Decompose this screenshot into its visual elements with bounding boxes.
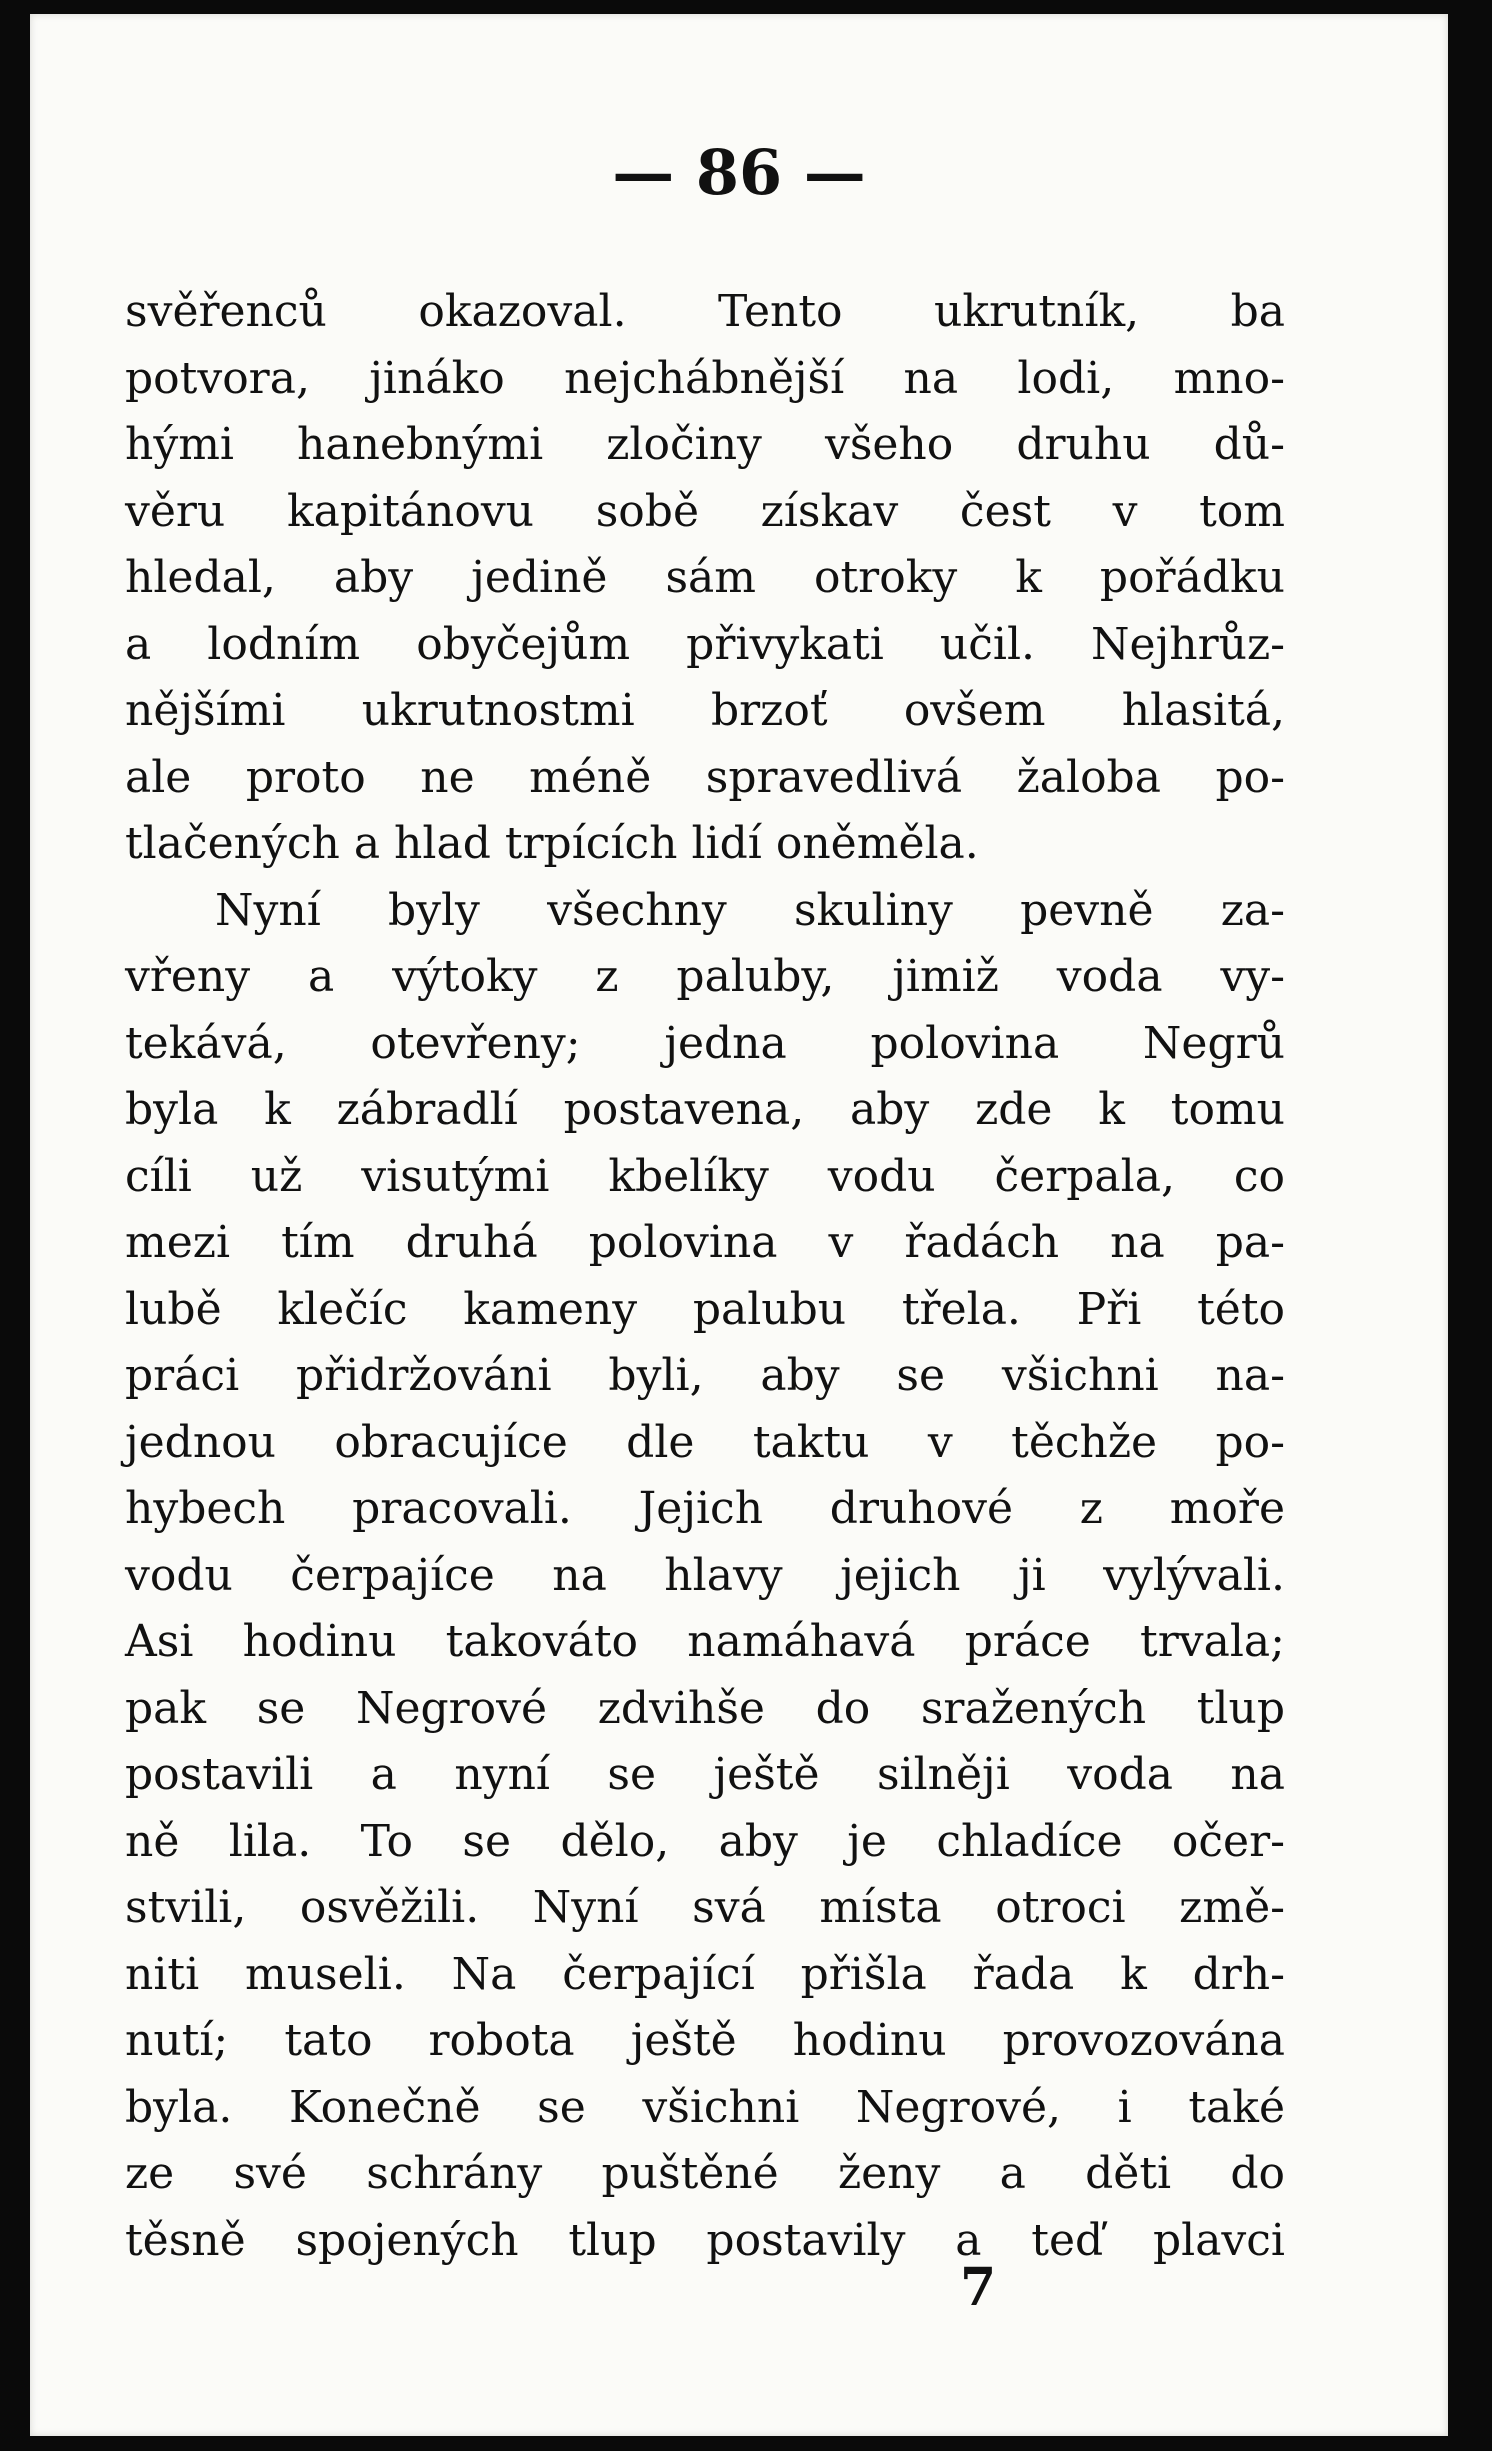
text-line: hledal, aby jedině sám otroky k pořádku (125, 552, 1285, 603)
text-line: vřeny a výtoky z paluby, jimiž voda vy- (125, 951, 1285, 1002)
text-line: věru kapitánovu sobě získav čest v tom (125, 485, 1285, 537)
text-line: cíli už visutými kbelíky vodu čerpala, co (125, 1150, 1285, 1202)
text-line: práci přidržováni byli, aby se všichni na- (125, 1350, 1285, 1401)
text-line: tlačených a hlad trpících lidí oněměla. (125, 818, 979, 869)
text-line: byla k zábradlí postavena, aby zde k tomu (125, 1084, 1285, 1135)
text-line: těsně spojených tlup postavily a teď plavci (125, 2214, 1285, 2266)
book-page (30, 14, 1448, 2436)
text-line: svěřenců okazoval. Tento ukrutník, ba (125, 286, 1285, 337)
text-line: niti museli. Na čerpající přišla řada k drh- (125, 1948, 1285, 2000)
text-line: hými hanebnými zločiny všeho druhu dů- (125, 419, 1285, 470)
text-line: potvora, jináko nejchábnější na lodi, mno- (125, 352, 1285, 404)
scan-dark-edge (0, 0, 30, 2451)
text-line: a lodním obyčejům přivykati učil. Nejhrůz- (125, 618, 1285, 670)
text-line: ale proto ne méně spravedlivá žaloba po- (125, 751, 1285, 803)
text-line: nějšími ukrutnostmi brzoť ovšem hlasitá, (125, 685, 1285, 736)
text-line: nutí; tato robota ještě hodinu provozována (125, 2015, 1285, 2066)
text-line: jednou obracujíce dle taktu v těchže po- (125, 1416, 1285, 1468)
text-line: stvili, osvěžili. Nyní svá místa otroci změ- (125, 1882, 1285, 1933)
text-line: mezi tím druhá polovina v řadách na pa- (125, 1217, 1285, 1268)
signature-mark: 7 (960, 2257, 997, 2318)
text-line: pak se Negrové zdvihše do sražených tlup (125, 1682, 1285, 1734)
text-line: vodu čerpajíce na hlavy jejich ji vylývali. (125, 1549, 1285, 1601)
text-line: hybech pracovali. Jejich druhové z moře (125, 1483, 1285, 1534)
page-number: — 86 — (612, 136, 866, 209)
text-line: ně lila. To se dělo, aby je chladíce očer- (125, 1815, 1285, 1867)
text-line: Asi hodinu takováto namáhavá práce trvala; (125, 1616, 1285, 1667)
text-line: postavili a nyní se ještě silněji voda na (125, 1749, 1285, 1800)
text-line: tekává, otevřeny; jedna polovina Negrů (125, 1017, 1285, 1069)
text-line: Nyní byly všechny skuliny pevně za- (215, 884, 1285, 936)
text-line: lubě klečíc kameny palubu třela. Při této (125, 1283, 1285, 1335)
body-text (125, 279, 1285, 2274)
text-line: ze své schrány puštěné ženy a děti do (125, 2148, 1285, 2199)
text-line: byla. Konečně se všichni Negrové, i také (125, 2081, 1285, 2133)
